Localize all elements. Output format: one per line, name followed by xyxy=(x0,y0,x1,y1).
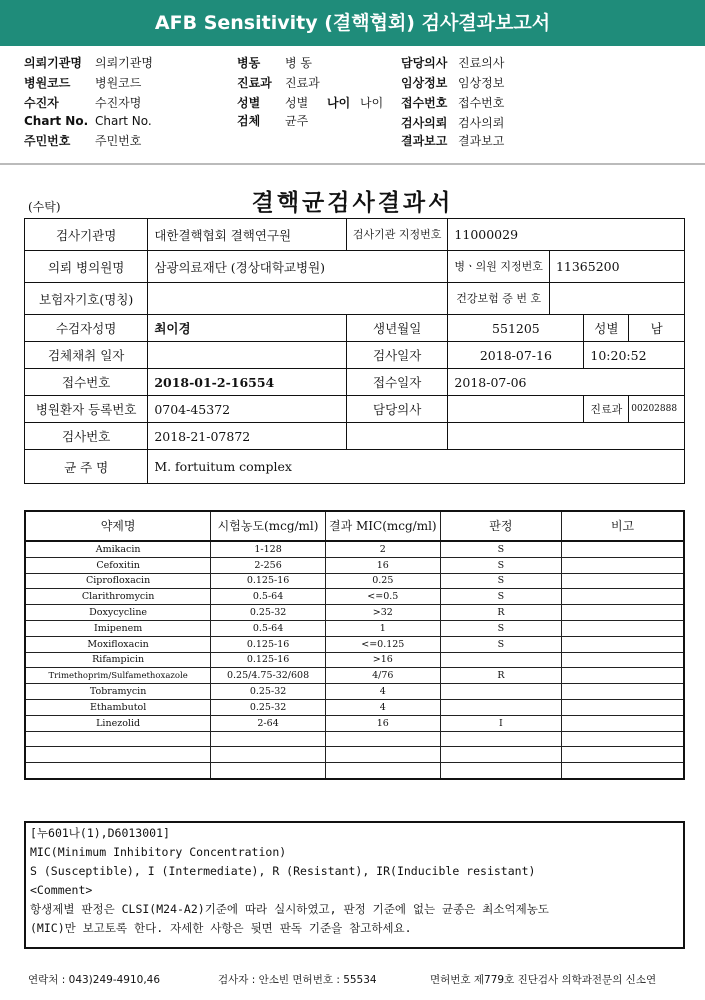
header-label: Chart No. xyxy=(24,114,89,128)
info-label: 병원환자 등록번호 xyxy=(25,396,148,423)
header-value: 나이 xyxy=(360,96,384,110)
table-row xyxy=(25,747,684,763)
table-cell-judge: S xyxy=(440,620,561,636)
table-cell-note xyxy=(562,699,684,715)
info-value xyxy=(549,283,684,315)
report-banner-title: AFB Sensitivity (결핵협회) 검사결과보고서 xyxy=(0,0,705,46)
header-label: 검체 xyxy=(237,114,261,128)
table-row xyxy=(25,636,684,652)
info-value: 대한결핵협회 결핵연구원 xyxy=(148,219,347,251)
table-cell-range xyxy=(211,747,326,763)
table-cell-drug: Moxifloxacin xyxy=(25,636,211,652)
header-value: 임상정보 xyxy=(458,76,505,90)
table-cell-note xyxy=(562,652,684,668)
table-cell-mic: 4 xyxy=(325,699,440,715)
table-cell-judge xyxy=(440,763,561,779)
table-cell-judge: S xyxy=(440,557,561,573)
table-cell-range: 2-64 xyxy=(211,715,326,731)
table-cell-mic: 1 xyxy=(325,620,440,636)
table-cell-drug: Amikacin xyxy=(25,541,211,557)
notes-line: [누601나(1),D6013001] xyxy=(30,826,170,840)
notes-line: <Comment> xyxy=(30,883,93,897)
header-label: 검사의뢰 xyxy=(401,116,448,130)
table-cell-drug: Trimethoprim/Sulfamethoxazole xyxy=(25,668,211,684)
header-label: 주민번호 xyxy=(24,134,71,148)
header-label: 임상정보 xyxy=(401,76,448,90)
table-row xyxy=(25,668,684,684)
header-label: 나이 xyxy=(327,96,351,110)
info-value: 0704-45372 xyxy=(148,396,347,423)
table-cell-range: 0.125-16 xyxy=(211,573,326,589)
notes-line: 항생제별 판정은 CLSI(M24-A2)기준에 따라 실시하였고, 판정 기준에 없는 균종은 최소억제농도 xyxy=(30,902,549,916)
table-cell-range: 0.25-32 xyxy=(211,684,326,700)
drug-sensitivity-table xyxy=(24,510,685,780)
table-cell-drug: Doxycycline xyxy=(25,605,211,621)
header-value: 진료과 xyxy=(285,76,320,90)
table-cell-note xyxy=(562,589,684,605)
table-cell-mic xyxy=(325,763,440,779)
table-row xyxy=(25,541,684,557)
table-cell-drug: Clarithromycin xyxy=(25,589,211,605)
info-label: 접수일자 xyxy=(346,369,448,396)
header-label: 성별 xyxy=(237,96,261,110)
table-cell-range: 2-256 xyxy=(211,557,326,573)
header-label: 담당의사 xyxy=(401,56,448,70)
column-header: 판정 xyxy=(440,511,561,541)
table-cell-note xyxy=(562,573,684,589)
info-label: 담당의사 xyxy=(346,396,448,423)
header-value: 수진자명 xyxy=(95,96,142,110)
header-value: 성별 xyxy=(285,96,309,110)
table-row xyxy=(25,605,684,621)
table-cell-judge: S xyxy=(440,541,561,557)
footer-license: 면허번호 제779호 진단검사 의학과전문의 신소연 xyxy=(430,974,657,986)
table-row xyxy=(25,620,684,636)
header-divider xyxy=(0,163,705,165)
header-value: 병원코드 xyxy=(95,76,142,90)
header-value: 진료의사 xyxy=(458,56,505,70)
info-label: 검사기관명 xyxy=(25,219,148,251)
table-cell-drug: Imipenem xyxy=(25,620,211,636)
table-row xyxy=(25,731,684,747)
header-label: 결과보고 xyxy=(401,134,448,148)
table-cell-note xyxy=(562,684,684,700)
table-cell-mic: <=0.125 xyxy=(325,636,440,652)
info-value: 11000029 xyxy=(448,219,685,251)
info-label: 건강보험 증 번 호 xyxy=(448,283,550,315)
footer-contact: 연락처 : 043)249-4910,46 xyxy=(28,974,161,986)
table-cell-mic: <=0.5 xyxy=(325,589,440,605)
table-cell-note xyxy=(562,731,684,747)
info-value: 남 xyxy=(629,315,685,342)
table-cell-range xyxy=(211,763,326,779)
table-row xyxy=(25,763,684,779)
info-label: 의뢰 병의원명 xyxy=(25,251,148,283)
info-label: 검사일자 xyxy=(346,342,448,369)
info-label: 병ㆍ의원 지정번호 xyxy=(448,251,550,283)
header-value: 접수번호 xyxy=(458,96,505,110)
table-cell-drug: Linezolid xyxy=(25,715,211,731)
info-value xyxy=(148,342,347,369)
column-header: 시험농도(mcg/ml) xyxy=(211,511,326,541)
table-cell-judge: R xyxy=(440,668,561,684)
header-value: Chart No. xyxy=(95,114,152,128)
table-cell-mic: 4 xyxy=(325,684,440,700)
table-cell-judge xyxy=(440,731,561,747)
table-cell-range: 0.25-32 xyxy=(211,699,326,715)
info-value: 10:20:52 xyxy=(584,342,685,369)
table-cell-range: 0.125-16 xyxy=(211,652,326,668)
table-cell-note xyxy=(562,763,684,779)
info-label: 생년월일 xyxy=(346,315,448,342)
doc-subtitle: (수탁) xyxy=(28,200,61,214)
info-label: 진료과 xyxy=(584,396,629,423)
table-cell-range: 0.25/4.75-32/608 xyxy=(211,668,326,684)
table-cell-note xyxy=(562,541,684,557)
info-value: 2018-01-2-16554 xyxy=(148,369,347,396)
report-header xyxy=(0,52,705,162)
table-cell-drug: Tobramycin xyxy=(25,684,211,700)
table-row xyxy=(25,699,684,715)
notes-line: S (Susceptible), I (Intermediate), R (Resistant), IR(Inducible resistant) xyxy=(30,864,536,878)
table-cell-note xyxy=(562,636,684,652)
table-cell-judge xyxy=(440,747,561,763)
info-value: M. fortuitum complex xyxy=(148,450,685,484)
header-value: 의뢰기관명 xyxy=(95,56,153,70)
column-header: 비고 xyxy=(562,511,684,541)
table-cell-note xyxy=(562,605,684,621)
info-value: 2018-07-16 xyxy=(448,342,584,369)
table-cell-range: 1-128 xyxy=(211,541,326,557)
table-cell-drug: Rifampicin xyxy=(25,652,211,668)
table-cell-judge: R xyxy=(440,605,561,621)
table-row xyxy=(25,557,684,573)
info-value: 2018-21-07872 xyxy=(148,423,347,450)
table-cell-range: 0.5-64 xyxy=(211,589,326,605)
table-cell-judge xyxy=(440,684,561,700)
table-cell-judge: S xyxy=(440,589,561,605)
header-label: 진료과 xyxy=(237,76,272,90)
header-label: 병원코드 xyxy=(24,76,71,90)
table-cell-judge: S xyxy=(440,636,561,652)
info-value: 11365200 xyxy=(549,251,684,283)
table-cell-range xyxy=(211,731,326,747)
table-row xyxy=(25,684,684,700)
table-row xyxy=(25,652,684,668)
notes-line: MIC(Minimum Inhibitory Concentration) xyxy=(30,845,287,859)
table-cell-drug xyxy=(25,763,211,779)
column-header: 결과 MIC(mcg/ml) xyxy=(325,511,440,541)
header-value: 주민번호 xyxy=(95,134,142,148)
header-value: 병 동 xyxy=(285,56,312,70)
header-value: 검사의뢰 xyxy=(458,116,505,130)
info-label: 접수번호 xyxy=(25,369,148,396)
header-value: 결과보고 xyxy=(458,134,505,148)
table-cell-range: 0.25-32 xyxy=(211,605,326,621)
info-value xyxy=(448,396,584,423)
info-label: 검사기관 지정번호 xyxy=(346,219,448,251)
table-cell-judge xyxy=(440,699,561,715)
info-value: 최이경 xyxy=(148,315,347,342)
table-cell-note xyxy=(562,715,684,731)
notes-box xyxy=(24,821,685,949)
table-cell-drug: Ethambutol xyxy=(25,699,211,715)
table-cell-mic: >32 xyxy=(325,605,440,621)
info-value: 551205 xyxy=(448,315,584,342)
info-label: 검사번호 xyxy=(25,423,148,450)
info-value: 00202888 xyxy=(629,396,685,423)
info-label: 균 주 명 xyxy=(25,450,148,484)
info-label: 검체채취 일자 xyxy=(25,342,148,369)
table-row xyxy=(25,715,684,731)
info-value: 삼광의료재단 (경상대학교병원) xyxy=(148,251,448,283)
header-label: 수진자 xyxy=(24,96,59,110)
info-value xyxy=(148,283,448,315)
table-cell-drug xyxy=(25,747,211,763)
table-cell-mic: 0.25 xyxy=(325,573,440,589)
table-cell-mic: 16 xyxy=(325,715,440,731)
footer-examiner: 검사자 : 안소빈 면허번호 : 55534 xyxy=(218,974,377,986)
table-cell-drug: Ciprofloxacin xyxy=(25,573,211,589)
table-row xyxy=(25,589,684,605)
info-label: 성별 xyxy=(584,315,629,342)
header-label: 의뢰기관명 xyxy=(24,56,82,70)
table-cell-note xyxy=(562,668,684,684)
table-cell-mic: >16 xyxy=(325,652,440,668)
info-label: 보험자기호(명칭) xyxy=(25,283,148,315)
table-cell-note xyxy=(562,620,684,636)
table-cell-range: 0.125-16 xyxy=(211,636,326,652)
table-cell-judge: I xyxy=(440,715,561,731)
info-value: 2018-07-06 xyxy=(448,369,685,396)
table-cell-range: 0.5-64 xyxy=(211,620,326,636)
table-cell-judge xyxy=(440,652,561,668)
table-cell-mic: 2 xyxy=(325,541,440,557)
drug-table-body xyxy=(25,541,684,779)
column-header: 약제명 xyxy=(25,511,211,541)
info-label: 수검자성명 xyxy=(25,315,148,342)
patient-info-table xyxy=(24,218,685,484)
header-value: 균주 xyxy=(285,114,309,128)
header-label: 접수번호 xyxy=(401,96,448,110)
table-cell-mic: 4/76 xyxy=(325,668,440,684)
table-row xyxy=(25,573,684,589)
table-cell-drug xyxy=(25,731,211,747)
table-cell-mic xyxy=(325,747,440,763)
table-cell-note xyxy=(562,747,684,763)
table-cell-note xyxy=(562,557,684,573)
table-cell-drug: Cefoxitin xyxy=(25,557,211,573)
notes-line: (MIC)만 보고토록 한다. 자세한 사항은 뒷면 판독 기준을 참고하세요. xyxy=(30,921,412,935)
table-cell-judge: S xyxy=(440,573,561,589)
doc-title: 결핵균검사결과서 xyxy=(251,189,454,216)
table-cell-mic xyxy=(325,731,440,747)
table-cell-mic: 16 xyxy=(325,557,440,573)
header-label: 병동 xyxy=(237,56,261,70)
